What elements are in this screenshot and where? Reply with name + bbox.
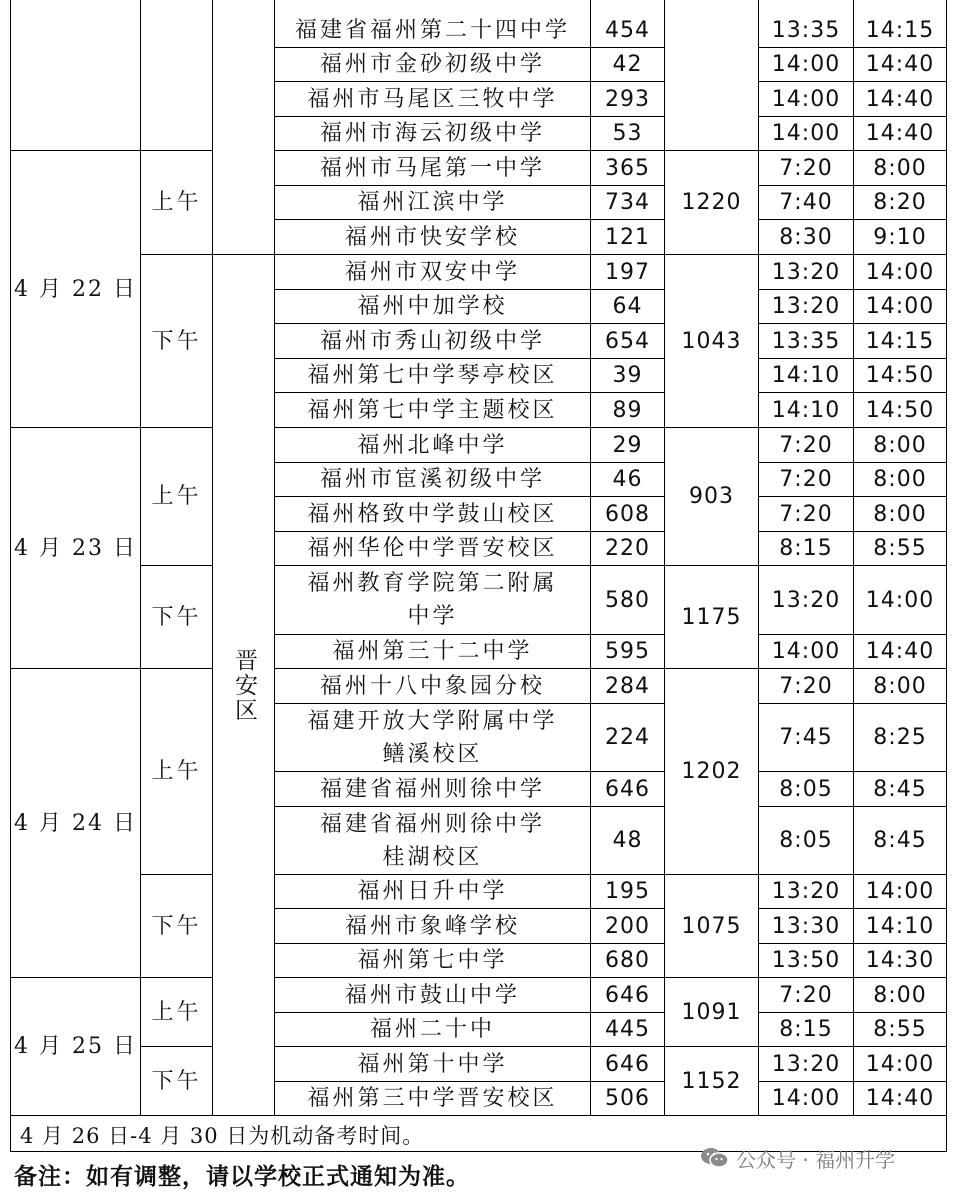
end-time-cell: 14:15 [865, 328, 935, 354]
start-time-cell: 7:20 [779, 155, 833, 181]
end-time-cell: 8:55 [873, 1017, 927, 1042]
count-cell: 580 [605, 587, 650, 613]
total-cell: 1043 [681, 328, 742, 354]
count-cell: 197 [605, 259, 650, 285]
period-cell-am: 上午 [151, 759, 202, 784]
end-time-cell: 9:10 [873, 224, 927, 250]
period-cell-am: 上午 [151, 190, 202, 215]
school-cell [275, 704, 590, 771]
period-cell-am: 上午 [151, 484, 202, 509]
count-cell: 53 [612, 121, 643, 146]
total-cell: 1152 [681, 1068, 742, 1094]
school-cell: 福州市鼓山中学 [344, 982, 520, 1008]
end-time-cell: 14:15 [865, 17, 935, 43]
count-cell: 680 [605, 948, 650, 973]
count-cell: 454 [605, 17, 650, 43]
count-cell: 506 [605, 1086, 650, 1111]
start-time-cell: 14:00 [771, 1086, 841, 1111]
school-cell: 福州市马尾区三牧中学 [307, 86, 558, 112]
school-cell: 福州十八中象园分校 [319, 673, 545, 699]
school-cell: 福州第三中学晋安校区 [307, 1086, 558, 1111]
count-cell: 734 [605, 190, 650, 215]
school-cell: 福州市金砂初级中学 [319, 52, 545, 77]
start-time-cell: 14:00 [771, 52, 841, 77]
end-time-cell: 14:10 [865, 913, 935, 939]
end-time-cell: 8:45 [873, 828, 927, 853]
school-line-1: 福建省福州则徐中学 [319, 811, 545, 837]
table-border-right [946, 0, 947, 1152]
watermark [700, 1143, 895, 1173]
end-time-cell: 14:40 [865, 121, 935, 146]
start-time-cell: 13:20 [771, 294, 841, 319]
school-cell: 福州日升中学 [357, 879, 508, 904]
period-cell-pm: 下午 [151, 328, 202, 354]
end-time-cell: 14:00 [865, 587, 935, 613]
watermark-text: 公众号 · 福州升学 [736, 1147, 896, 1172]
start-time-cell: 13:20 [771, 587, 841, 613]
start-time-cell: 14:10 [771, 397, 841, 423]
count-cell: 42 [612, 52, 643, 77]
end-time-cell: 14:00 [865, 1051, 935, 1077]
school-cell: 福建省福州则徐中学 [319, 776, 545, 802]
end-time-cell: 8:00 [873, 501, 927, 527]
total-cell: 1220 [681, 190, 742, 215]
start-time-cell: 14:00 [771, 86, 841, 112]
period-cell-pm: 下午 [151, 913, 202, 939]
count-cell: 200 [605, 913, 650, 939]
count-cell: 646 [605, 982, 650, 1008]
count-cell: 121 [605, 224, 650, 250]
school-cell: 福州市秀山初级中学 [319, 328, 545, 354]
total-cell: 1091 [681, 999, 742, 1025]
end-time-cell: 8:25 [873, 725, 927, 750]
count-cell: 46 [612, 467, 643, 492]
school-cell [275, 566, 590, 634]
end-time-cell: 14:30 [865, 948, 935, 973]
school-cell: 福州第七中学琴亭校区 [307, 363, 558, 388]
school-cell: 福州市宦溪初级中学 [319, 467, 545, 492]
total-cell: 1202 [681, 759, 742, 784]
period-cell-pm: 下午 [151, 604, 202, 630]
count-cell: 64 [612, 294, 643, 319]
school-cell: 福州第七中学主题校区 [307, 397, 558, 423]
count-cell: 646 [605, 776, 650, 802]
school-cell [275, 807, 590, 874]
school-line-2: 桂湖校区 [382, 844, 483, 870]
end-time-cell: 14:40 [865, 52, 935, 77]
end-time-cell: 14:00 [865, 879, 935, 904]
period-cell-am: 上午 [151, 999, 202, 1025]
start-time-cell: 7:20 [779, 467, 833, 492]
end-time-cell: 14:40 [865, 86, 935, 112]
period-cell-pm: 下午 [151, 1068, 202, 1094]
total-cell: 903 [689, 484, 734, 509]
start-time-cell: 8:05 [779, 828, 833, 853]
count-cell: 48 [612, 828, 643, 853]
start-time-cell: 13:20 [771, 879, 841, 904]
wechat-icon [700, 1146, 730, 1170]
end-time-cell: 8:45 [873, 776, 927, 802]
start-time-cell: 7:20 [779, 982, 833, 1008]
school-cell: 福州格致中学鼓山校区 [307, 501, 558, 527]
end-time-cell: 14:00 [865, 294, 935, 319]
table-bottom-line [10, 1115, 947, 1116]
end-time-cell: 14:00 [865, 259, 935, 285]
end-time-cell: 8:00 [873, 155, 927, 181]
school-cell: 福州第七中学 [357, 948, 508, 973]
school-cell: 福州北峰中学 [357, 432, 508, 458]
school-cell: 福州市快安学校 [344, 224, 520, 250]
school-cell: 福州市象峰学校 [344, 913, 520, 939]
end-time-cell: 14:50 [865, 397, 935, 423]
start-time-cell: 13:20 [771, 259, 841, 285]
end-time-cell: 8:00 [873, 673, 927, 699]
school-cell: 福州第十中学 [357, 1051, 508, 1077]
start-time-cell: 14:00 [771, 121, 841, 146]
count-cell: 445 [605, 1017, 650, 1042]
total-cell: 1075 [681, 913, 742, 939]
school-line-2: 鳝溪校区 [382, 741, 483, 767]
start-time-cell: 13:35 [771, 17, 841, 43]
start-time-cell: 8:15 [779, 1017, 833, 1042]
end-time-cell: 8:20 [873, 190, 927, 215]
school-line-1: 福建开放大学附属中学 [307, 708, 558, 734]
district-label: 晋安区 [231, 647, 257, 723]
start-time-cell: 14:00 [771, 639, 841, 664]
school-cell: 福州市马尾第一中学 [319, 155, 545, 181]
district-cell [213, 255, 274, 1115]
start-time-cell: 14:10 [771, 363, 841, 388]
start-time-cell: 13:20 [771, 1051, 841, 1077]
count-cell: 608 [605, 501, 650, 527]
date-cell: 4 月 23 日 [14, 535, 137, 561]
count-cell: 29 [612, 432, 643, 458]
count-cell: 595 [605, 639, 650, 664]
start-time-cell: 7:20 [779, 673, 833, 699]
start-time-cell: 8:30 [779, 224, 833, 250]
school-cell: 福州第三十二中学 [332, 639, 533, 664]
end-time-cell: 14:40 [865, 1086, 935, 1111]
count-cell: 39 [612, 363, 643, 388]
start-time-cell: 7:20 [779, 501, 833, 527]
school-cell: 福州中加学校 [357, 294, 508, 319]
end-time-cell: 14:40 [865, 639, 935, 664]
end-time-cell: 8:00 [873, 982, 927, 1008]
count-cell: 293 [605, 86, 650, 112]
count-cell: 224 [605, 725, 650, 750]
start-time-cell: 7:40 [779, 190, 833, 215]
start-time-cell: 13:35 [771, 328, 841, 354]
school-cell: 福州市双安中学 [344, 259, 520, 285]
start-time-cell: 8:15 [779, 536, 833, 561]
end-time-cell: 8:55 [873, 536, 927, 561]
remark-note: 备注：如有调整，请以学校正式通知为准。 [14, 1163, 470, 1190]
end-time-cell: 14:50 [865, 363, 935, 388]
count-cell: 89 [612, 397, 643, 423]
date-cell: 4 月 24 日 [14, 810, 137, 836]
date-cell: 4 月 25 日 [14, 1034, 137, 1059]
school-cell: 福州二十中 [369, 1017, 495, 1042]
count-cell: 195 [605, 879, 650, 904]
end-time-cell: 8:00 [873, 432, 927, 458]
count-cell: 646 [605, 1051, 650, 1077]
school-line-1: 福州教育学院第二附属 [307, 571, 558, 596]
start-time-cell: 7:20 [779, 432, 833, 458]
school-cell: 福建省福州第二十四中学 [294, 17, 570, 43]
end-time-cell: 8:00 [873, 467, 927, 492]
count-cell: 365 [605, 155, 650, 181]
date-cell: 4 月 22 日 [14, 276, 137, 302]
school-cell: 福州江滨中学 [357, 190, 508, 215]
school-cell: 福州市海云初级中学 [319, 121, 545, 146]
total-cell: 1175 [681, 604, 742, 630]
school-line-2: 中学 [407, 604, 458, 629]
count-cell: 220 [605, 536, 650, 561]
backup-period-note: 4 月 26 日-4 月 30 日为机动备考时间。 [20, 1124, 425, 1148]
start-time-cell: 13:50 [771, 948, 841, 973]
start-time-cell: 7:45 [779, 725, 833, 750]
start-time-cell: 13:30 [771, 913, 841, 939]
count-cell: 654 [605, 328, 650, 354]
school-cell: 福州华伦中学晋安校区 [307, 536, 558, 561]
start-time-cell: 8:05 [779, 776, 833, 802]
count-cell: 284 [605, 673, 650, 699]
